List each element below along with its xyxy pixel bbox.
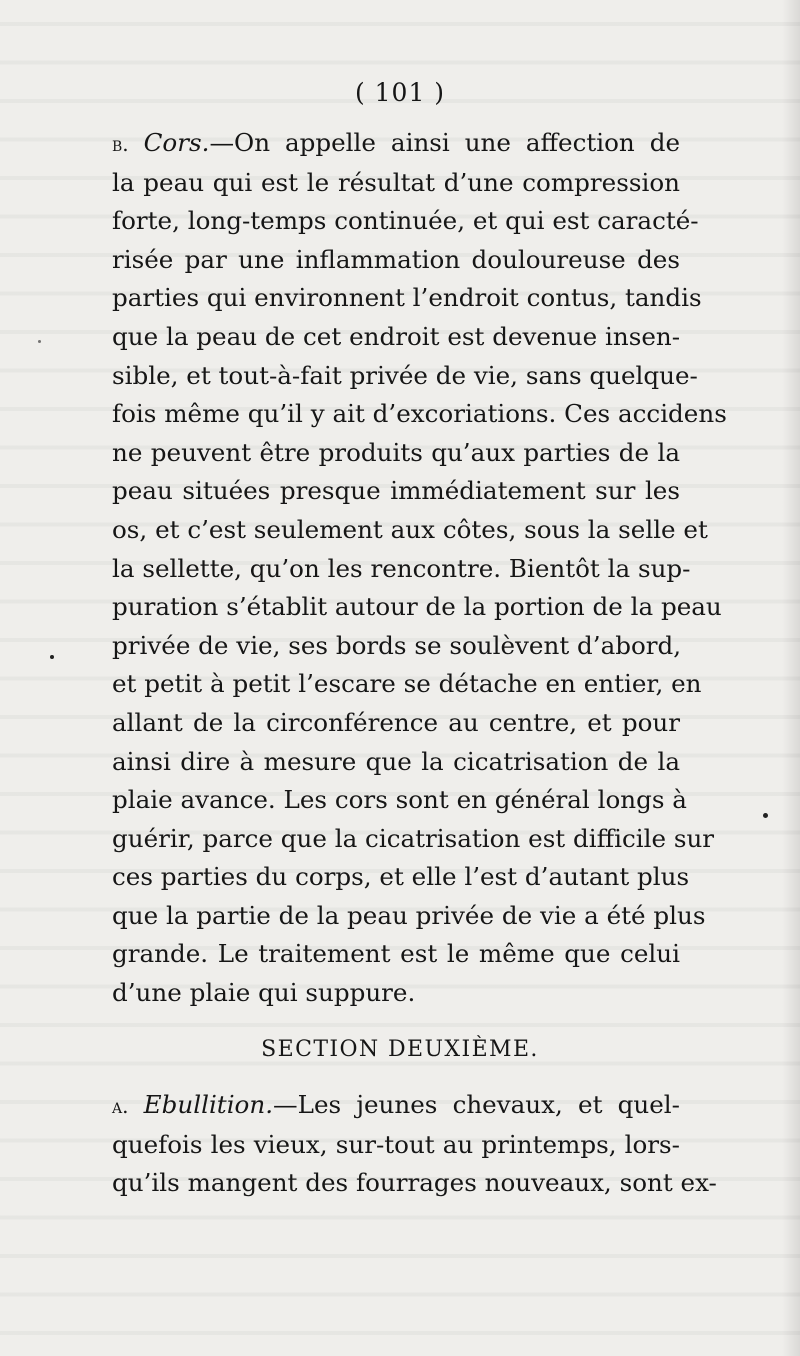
paragraph-line: la peau qui est le résultat d’une compression [112,167,680,197]
paragraph-line: a. Ebullition.—Les jeunes chevaux, et quel- [112,1090,680,1119]
paragraph-line: puration s’établit autour de la portion de la peau [112,592,722,622]
entry-letter: a. [112,1094,129,1118]
section-heading: SECTION DEUXIÈME. [261,1037,539,1062]
paragraph-line: que la peau de cet endroit est devenue insen- [112,321,681,351]
paragraph-line: privée de vie, ses bords se soulèvent d’abord, [112,630,682,660]
paragraph-line: ces parties du corps, et elle l’est d’autant plus [112,862,690,892]
paragraph-line: ainsi dire à mesure que la cicatrisation de la [112,746,680,776]
paragraph-line: quefois les vieux, sur-tout au printemps, lors- [112,1129,680,1159]
paragraph-line: ne peuvent être produits qu’aux parties de la [112,437,680,467]
section-cors-paragraph [112,124,727,1013]
entry-term: Cors. [143,128,210,157]
paragraph-line: guérir, parce que la cicatrisation est difficile sur [112,823,715,853]
paragraph-line: os, et c’est seulement aux côtes, sous la selle et [112,514,708,544]
ink-speck [50,655,54,659]
paragraph-line: forte, long-temps continuée, et qui est caracté- [112,206,699,236]
page-edge-shadow [782,0,800,1356]
paragraph-line: et petit à petit l’escare se détache en entier, en [112,669,702,699]
paragraph-line: parties qui environnent l’endroit contus, tandis [112,283,702,313]
paragraph-line: qu’ils mangent des fourrages nouveaux, sont ex- [112,1168,717,1198]
paragraph-line: peau situées presque immédiatement sur les [112,476,680,506]
page-number: ( 101 ) [354,78,446,107]
ink-speck [763,813,768,818]
paragraph-line: risée par une inflammation douloureuse des [112,244,680,274]
paragraph-line: d’une plaie qui suppure. [112,978,416,1008]
entry-letter: b. [112,132,129,156]
section-ebullition-paragraph [112,1086,717,1203]
paragraph-line: plaie avance. Les cors sont en général longs à [112,785,687,815]
paragraph-line: que la partie de la peau privée de vie a été plus [112,900,706,930]
paragraph-line: allant de la circonférence au centre, et pour [112,707,680,737]
ink-speck [38,340,41,343]
paragraph-line: grande. Le traitement est le même que celui [112,939,680,969]
paragraph-line: la sellette, qu’on les rencontre. Bientôt la sup- [112,553,691,583]
paragraph-line: fois même qu’il y ait d’excoriations. Ces accidens [112,399,727,429]
paragraph-line: sible, et tout-à-fait privée de vie, sans quelque- [112,360,698,390]
entry-term: Ebullition. [143,1090,274,1119]
paragraph-line: b. Cors.—On appelle ainsi une affection de [112,128,680,157]
